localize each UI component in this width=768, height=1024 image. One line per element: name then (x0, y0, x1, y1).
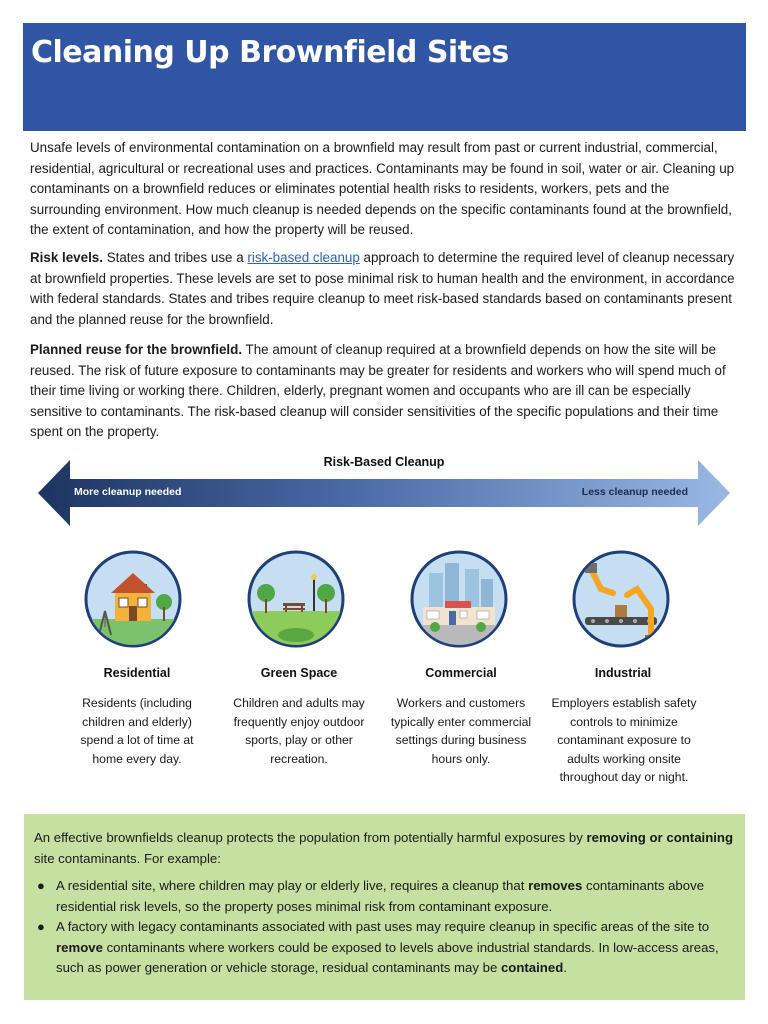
list-item (34, 917, 734, 979)
category-desc-green-space: Children and adults may frequently enjoy outdoor sports, play or other recreation. (233, 696, 365, 766)
park-icon (246, 549, 346, 649)
robot-arm-icon (571, 549, 671, 649)
bullet-dot: ● (37, 919, 45, 935)
callout-intro-after: site contaminants. For example: (34, 851, 221, 866)
callout-list (34, 876, 734, 979)
bullet-2-after: contaminants where workers could be exposed to levels above industrial standards. In low-access areas, such as power generation or vehicle storage, residual contaminants may be (56, 939, 719, 976)
list-item (34, 876, 734, 917)
callout-intro (34, 827, 734, 869)
house-icon (83, 549, 183, 649)
category-title-industrial: Industrial (594, 666, 652, 680)
intro-paragraph (30, 138, 742, 241)
intro-text: Unsafe levels of environmental contamination on a brownfield may result from past or current industrial, commercial, residential, agricultural or recreational uses and practices. Contaminants may be found in soil, water or air. Cleaning up contaminants on a brownfield reduces or eliminates potential health risks to residents, workers, pets and the surrounding environment. How much cleanup is needed depends on the specific contaminants found at the brownfield, the extent of contamination, and how the property will be reused. (30, 140, 735, 238)
category-title-green-space: Green Space (260, 666, 338, 680)
category-desc-residential: Residents (including children and elderly) spend a lot of time at home every day. (80, 696, 194, 766)
planned-reuse-heading: Planned reuse for the brownfield. (30, 342, 243, 357)
callout-intro-before: An effective brownfields cleanup protects the population from potentially harmful exposures by (34, 830, 587, 845)
cleanup-callout-box (24, 814, 745, 1000)
bullet-2-before: A factory with legacy contaminants associated with past uses may require cleanup in specific areas of the site to (56, 919, 710, 935)
bullet-2-bold2: contained (500, 960, 564, 976)
risk-levels-text-before: States and tribes use a (102, 250, 248, 265)
arrow-title: Risk-Based Cleanup (323, 455, 445, 469)
planned-reuse-text: The amount of cleanup required at a brownfield depends on how the site will be reused. The risk of future exposure to contaminants may be greater for residents and workers who will spend much of their time living or working there. Children, elderly, pregnant women and occupants who are ill can be especially sensitive to contaminants. The risk-based cleanup will consider sensitivities of the specific populations and their time spent on the property. (30, 342, 726, 440)
risk-levels-heading: Risk levels. (30, 250, 103, 265)
category-desc-commercial: Workers and customers typically enter commercial settings during business hours only. (390, 696, 532, 766)
less-cleanup-label: Less cleanup needed (581, 486, 688, 498)
city-icon (409, 549, 509, 649)
risk-levels-text-after: approach to determine the required level of cleanup necessary at brownfield properties. These levels are set to pose minimal risk to human health and the environment, in accordance with federal standards. States and tribes require cleanup to meet risk-based standards based on contaminants present and the planned reuse for the brownfield. (30, 250, 735, 327)
bullet-1-after: contaminants above residential risk levels, so the property poses minimal risk from contaminant exposure. (56, 878, 705, 914)
category-title-residential: Residential (103, 666, 171, 680)
planned-reuse-paragraph (30, 340, 742, 443)
bullet-dot: ● (37, 878, 45, 893)
more-cleanup-label: More cleanup needed (74, 486, 182, 498)
title-banner (23, 23, 746, 131)
bullet-1-before: A residential site, where children may play or elderly live, requires a cleanup that (56, 878, 529, 893)
category-desc-industrial: Employers establish safety controls to minimize contaminant exposure to adults working onsite throughout day or night. (551, 696, 697, 784)
bullet-2-bold: remove (56, 939, 103, 955)
page-title: Cleaning Up Brownfield Sites (31, 35, 509, 70)
risk-levels-paragraph (30, 248, 742, 330)
bullet-1-bold: removes (528, 878, 583, 893)
category-title-commercial: Commercial (425, 666, 497, 680)
callout-intro-bold: removing or containing (586, 830, 734, 845)
bullet-2-after2: . (563, 960, 567, 976)
risk-based-cleanup-link[interactable]: risk-based cleanup (247, 250, 360, 265)
